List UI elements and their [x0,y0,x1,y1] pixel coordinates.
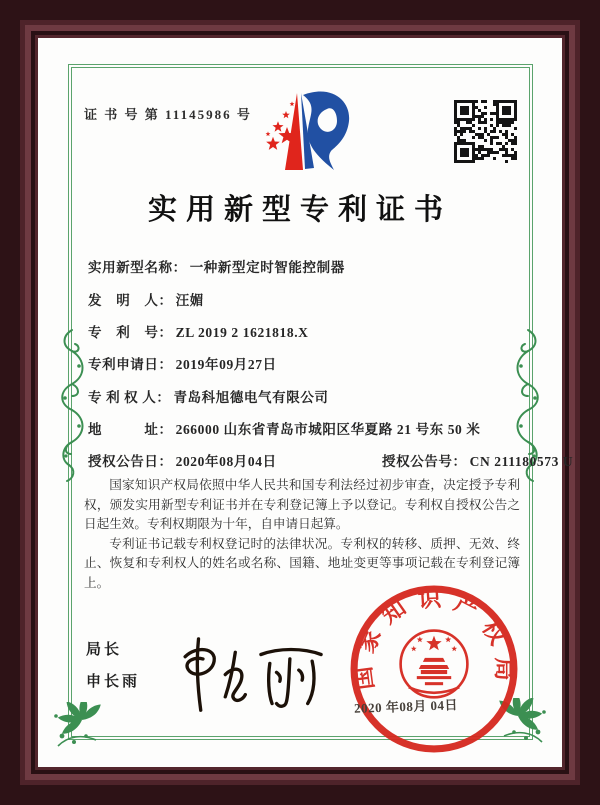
field-value: 一种新型定时智能控制器 [189,260,345,275]
director-title: 局长 [86,642,123,658]
grant-number-value: CN 211180573 U [469,454,574,469]
grant-number [382,450,573,470]
field-value: 266000 山东省青岛市城阳区华夏路 21 号东 50 米 [175,422,481,437]
field-label: 实用新型名称： [88,260,187,275]
seal-arc-text: 国家知识产权局 [350,585,517,692]
seal-date: 2020 年08月 04日 [353,697,459,716]
cnipa-red-seal-icon [348,583,520,755]
field-row-model-name [88,256,534,276]
field-label: 专利申请日： [88,357,173,372]
field-row-inventor [88,289,534,309]
field-label: 专 利 号： [88,325,173,340]
director-signature-icon [174,632,330,716]
field-label: 专 利 权 人： [88,390,171,405]
field-value: 2019年09月27日 [175,357,277,372]
certificate-title: 实用新型专利证书 [147,194,452,226]
grant-number-label: 授权公告号： [382,454,467,469]
field-value: ZL 2019 2 1621818.X [175,325,309,340]
field-value: 青岛科旭德电气有限公司 [173,390,329,405]
field-row-grant [88,450,574,470]
field-row-patentee [88,386,534,406]
legal-paragraph-2: 专利证书记载专利权登记时的法律状况。专利权的转移、质押、无效、终止、恢复和专利权人的姓名或名称、国籍、地址变更等事项记载在专利登记簿上。 [84,536,520,590]
field-value: 汪媚 [175,293,204,308]
certificate-number: 证 书 号 第 11145986 号 [84,107,252,122]
corner-bouquet-left-icon [52,702,104,754]
grant-date-label: 授权公告日： [88,454,173,469]
field-row-patent-number [88,321,534,341]
legal-text [84,476,520,593]
national-emblem-icon [401,631,468,698]
director-block [86,634,140,698]
director-name: 申长雨 [86,674,141,690]
cnipa-logo-icon [246,86,354,180]
field-row-address [88,418,534,438]
field-label: 发 明 人： [88,293,173,308]
field-row-filing-date [88,353,534,373]
grant-date-value: 2020年08月04日 [175,454,277,469]
legal-paragraph-1: 国家知识产权局依照中华人民共和国专利法经过初步审查，决定授予专利权，颁发实用新型专利证书并在专利登记簿上予以登记。专利权自授权公告之日起生效。专利权期限为十年，自申请日起算。 [84,478,520,532]
field-label: 地 址： [88,422,173,437]
certificate-paper [38,38,574,767]
qr-code [454,100,517,163]
